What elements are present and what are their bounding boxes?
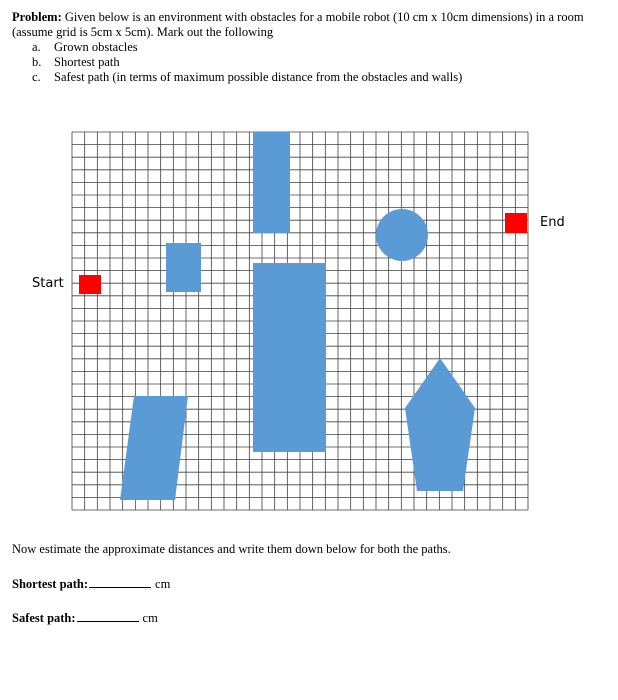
problem-heading: Problem:	[12, 10, 62, 24]
safest-path-label: Safest path:	[12, 611, 76, 625]
safest-path-answer	[12, 610, 158, 626]
start-marker	[79, 275, 101, 294]
shortest-path-blank[interactable]	[89, 576, 151, 588]
start-label: Start	[32, 276, 64, 291]
shortest-path-unit: cm	[155, 577, 171, 591]
end-label: End	[540, 215, 565, 230]
shortest-path-answer	[12, 576, 170, 592]
end-marker	[505, 213, 527, 233]
obstacle-large-rectangle	[253, 263, 326, 452]
obstacle-small-square	[166, 243, 201, 292]
task-marker: b.	[32, 55, 42, 69]
safest-path-unit: cm	[142, 611, 158, 625]
task-text: Shortest path	[54, 55, 120, 69]
shortest-path-label: Shortest path:	[12, 577, 89, 591]
task-marker: c.	[32, 70, 41, 84]
task-text: Safest path (in terms of maximum possible distance from the obstacles and walls)	[54, 70, 463, 84]
task-text: Grown obstacles	[54, 40, 138, 54]
safest-path-blank[interactable]	[77, 610, 139, 622]
question-prompt: Now estimate the approximate distances and write them down below for both the paths.	[12, 542, 451, 556]
problem-text: Given below is an environment with obstacles for a mobile robot (10 cm x 10cm dimensions) in a room (assume grid is 5cm x 5cm). Mark out the following	[12, 10, 584, 39]
obstacle-top-bar	[253, 132, 290, 233]
task-marker: a.	[32, 40, 41, 54]
obstacle-circle	[376, 209, 428, 261]
